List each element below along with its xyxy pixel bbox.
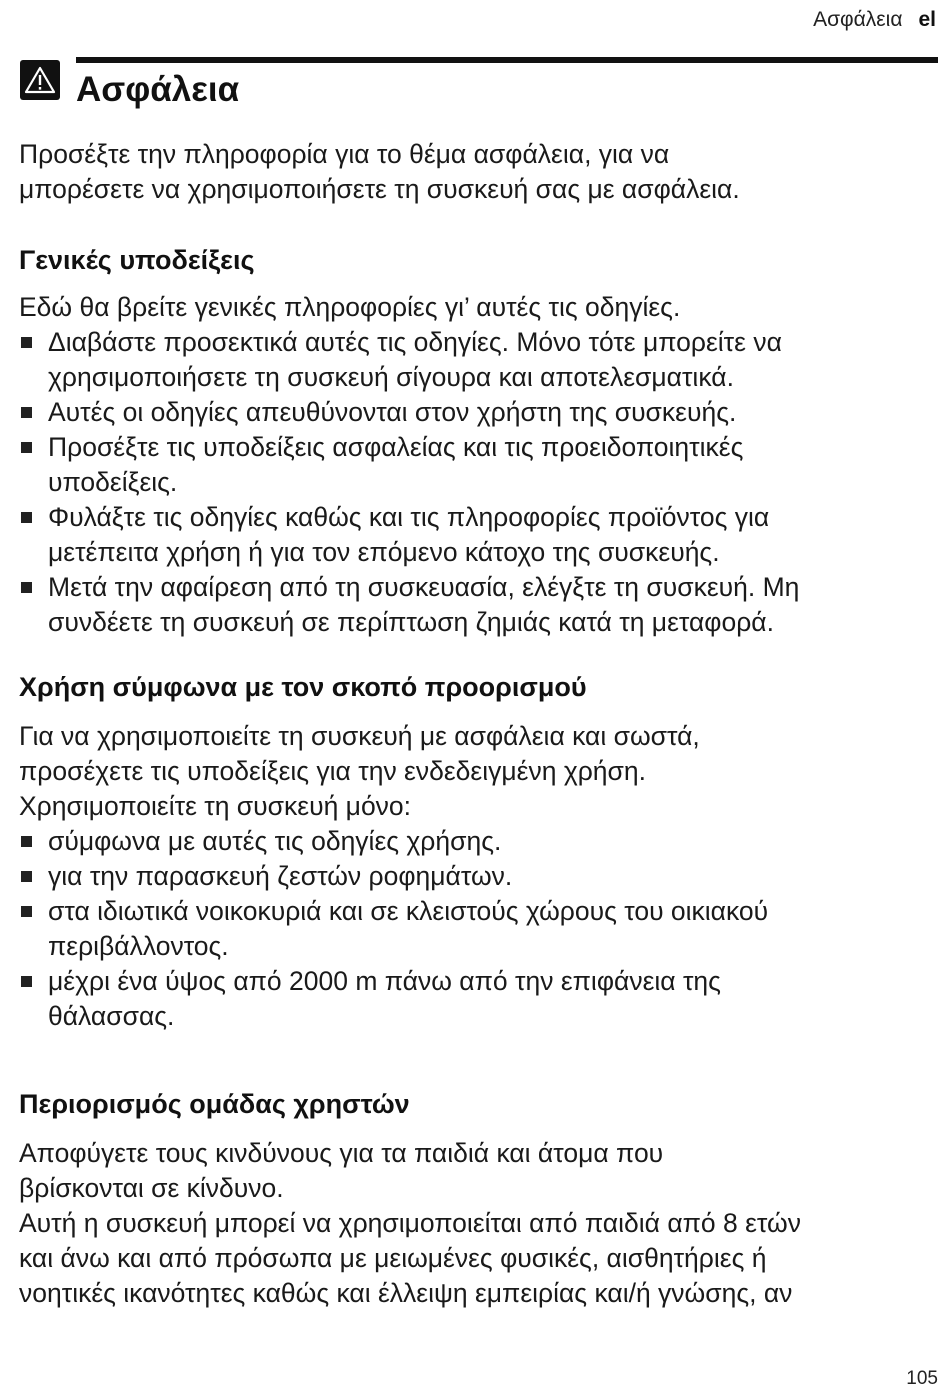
main-content: [19, 137, 944, 1311]
section-heading-user-restrictions: Περιορισμός ομάδας χρηστών: [19, 1089, 410, 1119]
bullet-list: [19, 325, 944, 640]
list-item-line: Μετά την αφαίρεση από τη συσκευασία, ελέγξτε τη συσκευή. Μη: [48, 572, 800, 602]
list-item-line: για την παρασκευή ζεστών ροφημάτων.: [48, 861, 513, 891]
warning-triangle-icon: [20, 60, 60, 100]
bullet-square-icon: [21, 836, 32, 847]
list-item-line: συνδέετε τη συσκευή σε περίπτωση ζημιάς κατά τη μεταφορά.: [48, 607, 774, 637]
list-item-line: υποδείξεις.: [48, 467, 178, 497]
list-item: [19, 894, 944, 964]
list-item-line: Διαβάστε προσεκτικά αυτές τις οδηγίες. Μόνο τότε μπορείτε να: [48, 327, 782, 357]
bullet-list: [19, 824, 944, 1034]
lead-line: Χρησιμοποιείτε τη συσκευή μόνο:: [19, 791, 412, 821]
lead-line: νοητικές ικανότητες καθώς και έλλειψη εμπειρίας και/ή γνώσης, αν: [19, 1278, 793, 1308]
bullet-square-icon: [21, 976, 32, 987]
list-item: [19, 824, 944, 859]
list-item-line: μέχρι ένα ύψος από 2000 m πάνω από την επιφάνεια της: [48, 966, 721, 996]
bullet-square-icon: [21, 582, 32, 593]
header-section-title: Ασφάλεια: [813, 8, 903, 31]
lead-line: βρίσκονται σε κίνδυνο.: [19, 1173, 284, 1203]
bullet-square-icon: [21, 337, 32, 348]
page-number: 105: [906, 1368, 938, 1389]
list-item-line: μετέπειτα χρήση ή για τον επόμενο κάτοχο της συσκευής.: [48, 537, 720, 567]
list-item-line: χρησιμοποιήσετε τη συσκευή σίγουρα και αποτελεσματικά.: [48, 362, 734, 392]
bullet-square-icon: [21, 512, 32, 523]
section-heading-intended-use: Χρήση σύμφωνα με τον σκοπό προορισμού: [19, 672, 587, 702]
list-item: [19, 395, 944, 430]
lead-line: Για να χρησιμοποιείτε τη συσκευή με ασφάλεια και σωστά,: [19, 721, 700, 751]
lead-line: Αυτή η συσκευή μπορεί να χρησιμοποιείται από παιδιά από 8 ετών: [19, 1208, 801, 1238]
list-item-line: Φυλάξτε τις οδηγίες καθώς και τις πληροφορίες προϊόντος για: [48, 502, 770, 532]
lead-line: προσέχετε τις υποδείξεις για την ενδεδειγμένη χρήση.: [19, 756, 646, 786]
list-item-line: θάλασσας.: [48, 1001, 175, 1031]
lead-line: και άνω και από πρόσωπα με μειωμένες φυσικές, αισθητήριες ή: [19, 1243, 767, 1273]
bullet-square-icon: [21, 906, 32, 917]
section-body-user-restrictions: [19, 1136, 944, 1311]
header-rule: [76, 57, 938, 63]
section-heading-general: Γενικές υποδείξεις: [19, 245, 255, 275]
list-item: [19, 500, 944, 570]
list-item: [19, 570, 944, 640]
list-item-line: στα ιδιωτικά νοικοκυριά και σε κλειστούς χώρους του οικιακού: [48, 896, 769, 926]
list-item-line: Αυτές οι οδηγίες απευθύνονται στον χρήστη της συσκευής.: [48, 397, 737, 427]
section-body-general: [19, 290, 944, 640]
header-language-code: el: [918, 8, 936, 31]
list-item: [19, 430, 944, 500]
list-item: [19, 964, 944, 1034]
list-item: [19, 325, 944, 395]
intro-line: μπορέσετε να χρησιμοποιήσετε τη συσκευή σας με ασφάλεια.: [19, 174, 740, 204]
list-item: [19, 859, 944, 894]
page-title: Ασφάλεια: [76, 70, 240, 109]
lead-line: Αποφύγετε τους κινδύνους για τα παιδιά και άτομα που: [19, 1138, 664, 1168]
bullet-square-icon: [21, 442, 32, 453]
list-item-line: σύμφωνα με αυτές τις οδηγίες χρήσης.: [48, 826, 502, 856]
running-header: [813, 8, 936, 32]
bullet-square-icon: [21, 871, 32, 882]
list-item-line: περιβάλλοντος.: [48, 931, 229, 961]
list-item-line: Προσέξτε τις υποδείξεις ασφαλείας και τις προειδοποιητικές: [48, 432, 744, 462]
lead-line: Εδώ θα βρείτε γενικές πληροφορίες γι’ αυτές τις οδηγίες.: [19, 292, 681, 322]
intro-paragraph: [19, 137, 944, 207]
intro-line: Προσέξτε την πληροφορία για το θέμα ασφάλεια, για να: [19, 139, 670, 169]
bullet-square-icon: [21, 407, 32, 418]
section-body-intended-use: [19, 719, 944, 1034]
